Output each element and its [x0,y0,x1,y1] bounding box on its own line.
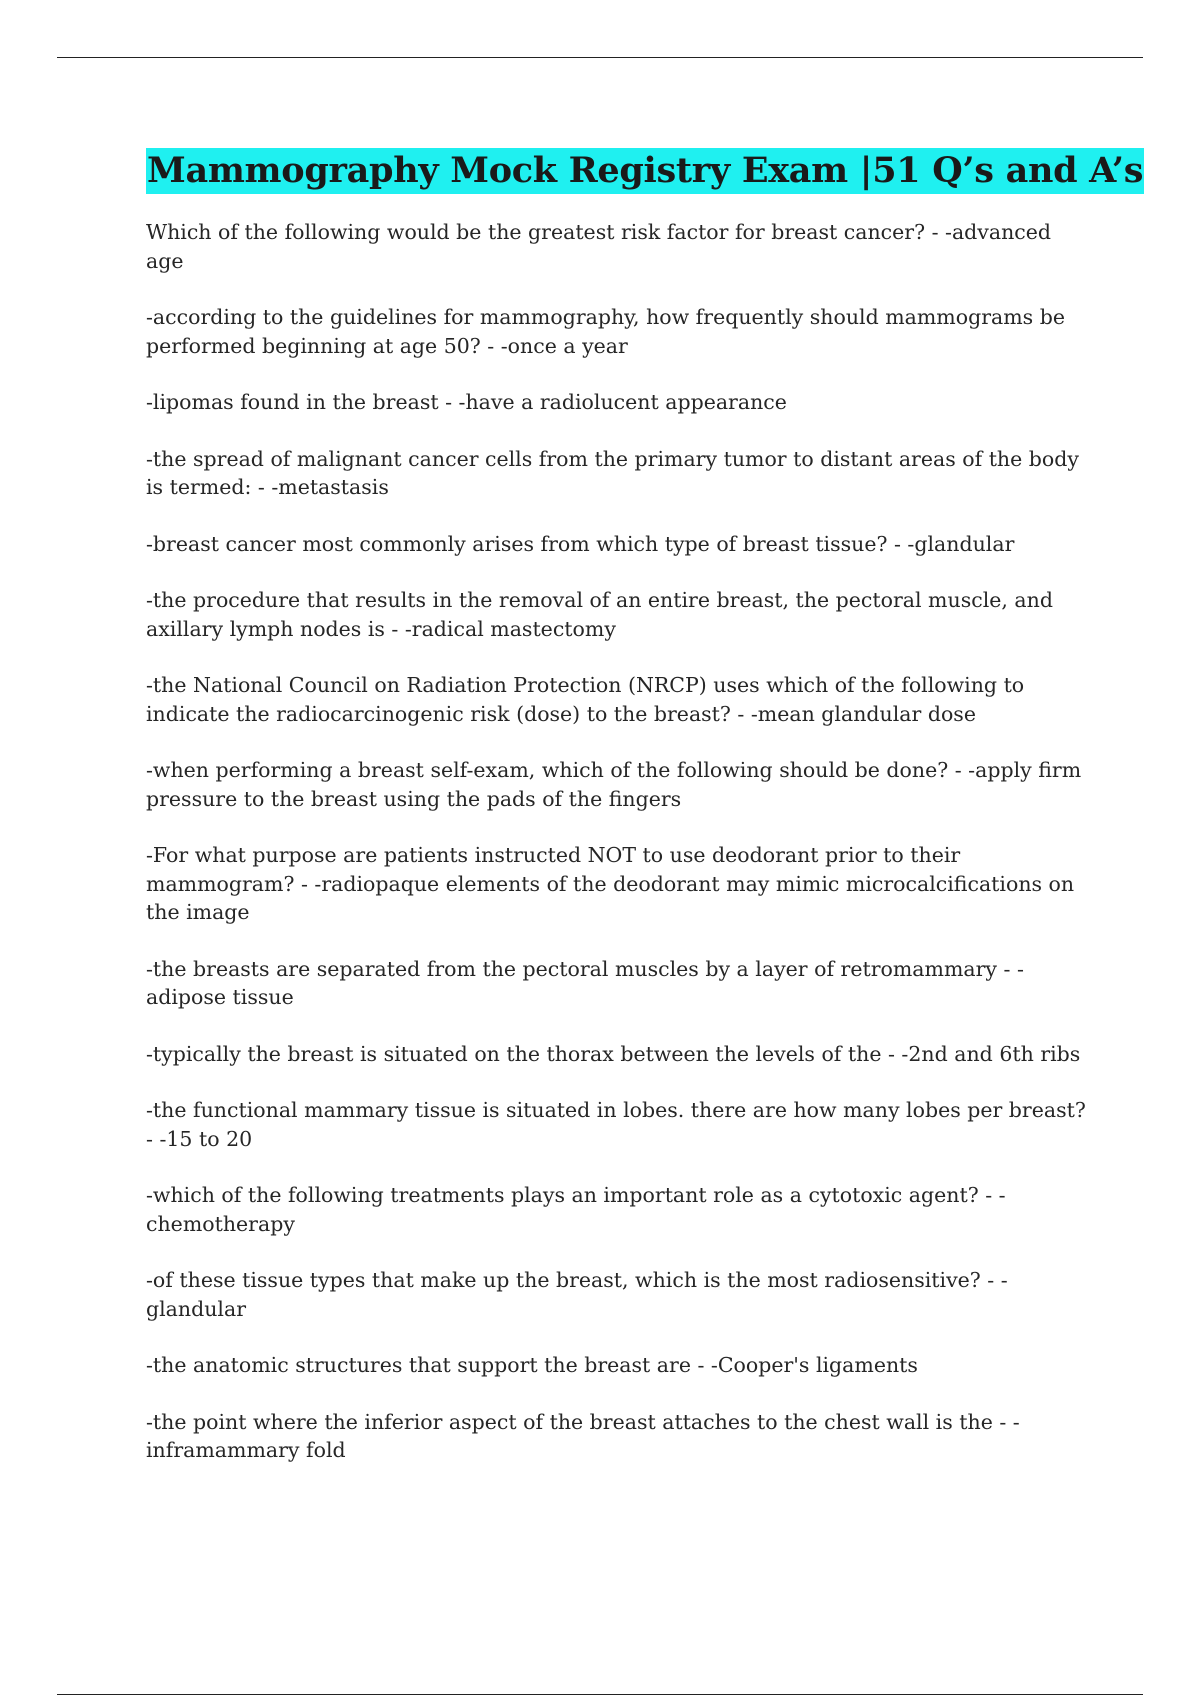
qa-item: -the procedure that results in the removal of an entire breast, the pectoral muscle, and axillary lymph nodes is - -radical mastectomy [146,588,1053,641]
qa-item: Which of the following would be the greatest risk factor for breast cancer? - -advanced age [146,220,1052,273]
qa-item: -the spread of malignant cancer cells from the primary tumor to distant areas of the body is termed: - -metastasis [146,446,1079,499]
qa-item: -For what purpose are patients instructed NOT to use deodorant prior to their mammogram? - -radiopaque elements of the deodorant may mimic microcalcifications on the image [146,843,1075,924]
qa-item: -of these tissue types that make up the breast, which is the most radiosensitive? - -glandular [146,1268,1008,1321]
bottom-divider [57,1694,1143,1695]
qa-item: -according to the guidelines for mammography, how frequently should mammograms be performed beginning at age 50? - -once a year [146,305,1065,358]
qa-item: -the functional mammary tissue is situated in lobes. there are how many lobes per breast? - -15 to 20 [146,1098,1086,1151]
qa-item: -breast cancer most commonly arises from which type of breast tissue? - -glandular [146,531,1015,556]
qa-item: -the National Council on Radiation Protection (NRCP) uses which of the following to indicate the radiocarcinogenic risk (dose) to the breast? - -mean glandular dose [146,673,1025,726]
top-divider [57,57,1143,58]
document-title: Mammography Mock Registry Exam |51 Q’s and A’s [146,148,1144,194]
qa-item: -typically the breast is situated on the thorax between the levels of the - -2nd and 6th ribs [146,1041,1081,1066]
qa-item: -lipomas found in the breast - -have a radiolucent appearance [146,390,787,414]
qa-item: -when performing a breast self-exam, which of the following should be done? - -apply firm pressure to the breast using the pads of the fingers [146,758,1082,811]
qa-item: -the breasts are separated from the pectoral muscles by a layer of retromammary - -adipose tissue [146,956,1024,1009]
qa-list [146,218,1090,1465]
qa-item: -the anatomic structures that support the breast are - -Cooper's ligaments [146,1353,918,1377]
document-body [146,148,1144,1493]
qa-item: -which of the following treatments plays an important role as a cytotoxic agent? - -chemotherapy [146,1183,1006,1236]
qa-item: -the point where the inferior aspect of the breast attaches to the chest wall is the - -inframammary fold [146,1409,1020,1462]
